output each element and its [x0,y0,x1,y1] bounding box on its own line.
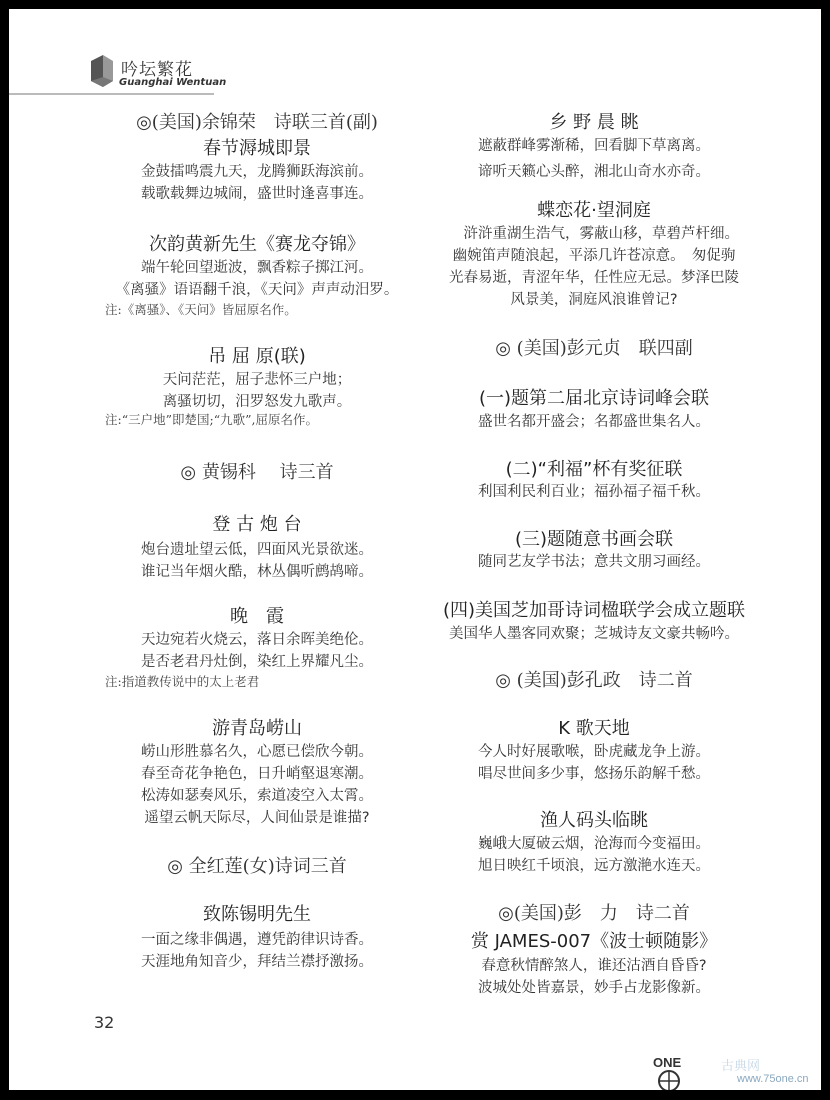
poem-line: 天边宛若火烧云，落日余晖美绝伦。 [141,632,373,648]
poem-line: 风景美，洞庭风浪谁曾记? [510,292,678,308]
section-heading: ◎(美国)余锦荣 诗联三首(副) [136,112,378,133]
watermark-cn: 古典网 [721,1059,761,1074]
poem-title: 蝶恋花·望洞庭 [537,200,651,221]
poem-line: 谁记当年烟火酷，林丛偶听鹧鸪啼。 [141,564,373,580]
poem-line: 光春易逝，青涩年华，任性应无忌。梦泽巴陵 [449,270,739,286]
poem-title: 晚 霞 [230,606,284,627]
poem-title: 赏 JAMES-007《波士顿随影》 [470,931,718,952]
poem-line: 盛世名都开盛会；名都盛世集名人。 [478,414,710,430]
poem-line: 随同艺友学书法；意共文朋习画经。 [478,554,710,570]
poem-line: 利国利民利百业；福孙福子福千秋。 [478,484,710,500]
poem-line: 是否老君丹灶倒，染红上界耀凡尘。 [141,654,373,670]
annotation-note: 注:“三户地”即楚国;“九歌”,屈原名作。 [105,412,318,427]
poem-title: 登 古 炮 台 [212,514,302,535]
poem-line: 幽婉笛声随浪起，平添几许苍凉意。 匆促驹 [452,248,736,264]
poem-line: 炮台遗址望云低，四面风光景欲迷。 [141,542,373,558]
poem-line: 美国华人墨客同欢聚；芝城诗友文豪共畅吟。 [449,626,739,642]
poem-line: 离骚切切，汨罗怒发九歌声。 [162,394,352,410]
poem-line: 旭日映红千顷浪，远方激滟水连天。 [478,858,710,874]
poem-title: 乡 野 晨 眺 [549,112,639,133]
header-rule [9,93,214,95]
poem-title: 致陈锡明先生 [203,904,311,925]
poem-title: (四)美国芝加哥诗词楹联学会成立题联 [442,600,746,621]
poem-line: 巍峨大厦破云烟，沧海而今变福田。 [478,836,710,852]
poem-line: 松涛如瑟奏风乐，索道凌空入太霄。 [141,788,373,804]
column-logo-icon [89,51,115,91]
poem-line: 唱尽世间多少事，悠扬乐韵解千愁。 [478,766,710,782]
poem-title: K 歌天地 [558,718,630,739]
poem-line: 天问茫茫，屈子悲怀三户地； [162,372,352,388]
poem-title: 吊 屈 原(联) [208,346,306,367]
annotation-note: 注:指道教传说中的太上老君 [105,674,260,689]
poem-line: 谛听天籁心头醉，湘北山奇水亦奇。 [478,164,710,180]
column-title: 吟坛繁花 [121,60,193,80]
poem-line: 浒浒重湖生浩气，雾蔽山移，草碧芦杆细。 [449,226,739,242]
poem-line: 一面之缘非偶遇，遵凭韵律识诗香。 [141,932,373,948]
annotation-note: 注:《离骚》、《天问》皆屈原名作。 [105,302,297,317]
poem-line: 《离骚》语语翻千浪，《天问》声声动汨罗。 [115,282,399,298]
poem-line: 遮蔽群峰雾渐稀，回看脚下草离离。 [478,138,710,154]
magazine-page [9,9,821,1090]
watermark-url: www.75one.cn [737,1073,809,1085]
poem-line: 端午轮回望逝波，飘香粽子掷江河。 [141,260,373,276]
poem-line: 春至奇花争艳色，日升峭壑退寒潮。 [141,766,373,782]
page-number: 32 [94,1013,115,1032]
poem-title: (三)题随意书画会联 [514,529,674,550]
section-heading: ◎ 全红莲(女)诗词三首 [167,856,347,877]
poem-line: 天涯地角知音少，拜结兰襟抒激扬。 [141,954,373,970]
section-heading: ◎(美国)彭 力 诗二首 [498,903,690,924]
poem-title: 渔人码头临眺 [540,810,648,831]
column-subtitle: Guanghai Wentuan [119,77,227,88]
poem-title: (二)“利福”杯有奖征联 [505,459,683,480]
poem-line: 今人时好展歌喉，卧虎藏龙争上游。 [478,744,710,760]
poem-line: 春意秋情醉煞人，谁还沽酒自昏昏? [481,958,707,974]
section-heading: ◎ (美国)彭孔政 诗二首 [495,670,693,691]
poem-title: 游青岛崂山 [212,718,302,739]
poem-line: 崂山形胜慕名久，心愿已偿欣今朝。 [141,744,373,760]
section-heading: ◎ (美国)彭元贞 联四副 [495,338,693,359]
watermark-brand: ONE [653,1055,682,1070]
poem-title: (一)题第二届北京诗词峰会联 [478,388,710,409]
poem-line: 波城处处皆嘉景，妙手占龙影像新。 [478,980,710,996]
section-heading: ◎ 黄锡科 诗三首 [180,462,334,483]
poem-line: 遥望云帆天际尽，人间仙景是谁描? [144,810,370,826]
poem-line: 载歌载舞边城闹，盛世时逢喜事连。 [141,186,373,202]
poem-title: 春节溽城即景 [203,138,311,159]
poem-line: 金鼓擂鸣震九天，龙腾狮跃海滨前。 [141,164,373,180]
poem-title: 次韵黄新先生《赛龙夺锦》 [149,234,365,255]
